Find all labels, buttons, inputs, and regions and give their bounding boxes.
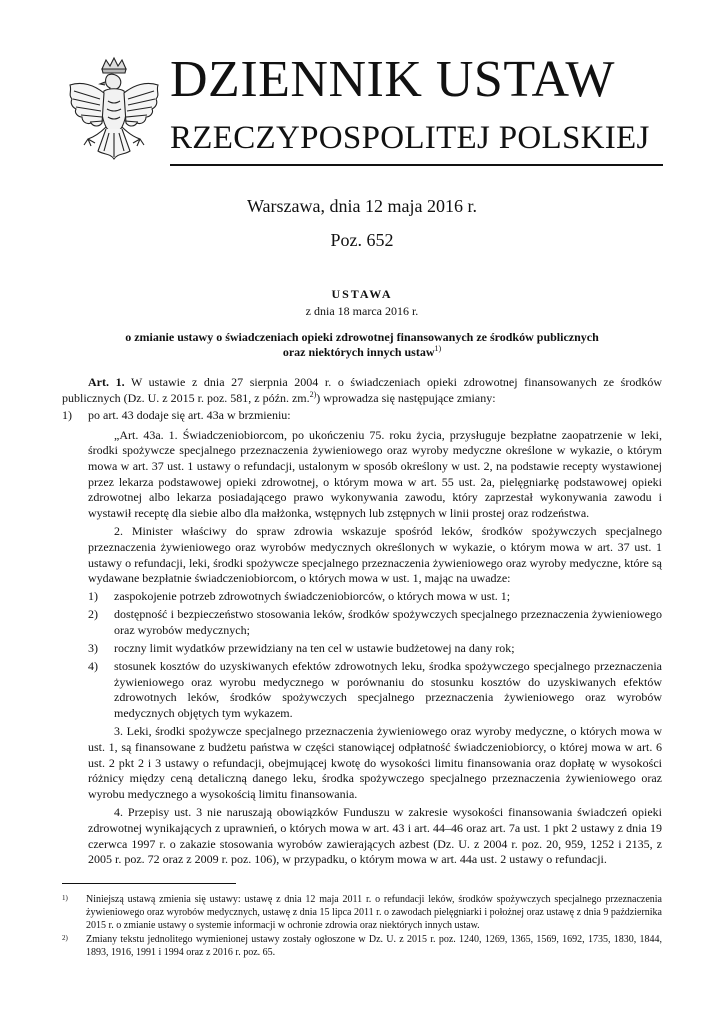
- eagle-emblem-icon: [64, 55, 164, 177]
- act-type: USTAWA: [331, 287, 393, 301]
- article-1-footnote-ref: 2): [309, 389, 317, 399]
- quoted-article-43a: [62, 428, 662, 868]
- article-1-intro: [62, 375, 662, 406]
- footnote-item: [62, 893, 662, 932]
- act-title-footnote-ref: 1): [434, 344, 442, 353]
- criteria-number: 4): [88, 659, 98, 674]
- masthead-divider: [170, 164, 663, 166]
- article-1-intro-text: W ustawie z dnia 27 sierpnia 2004 r. o świadczeniach opieki zdrowotnej finansowanych ze środków publicznych (Dz. U. z 2015 r. poz. 581, z późn. zm.: [62, 375, 662, 405]
- footnote-mark: 1): [62, 894, 68, 902]
- quoted-ust-3: 3. Leki, środki spożywcze specjalnego przeznaczenia żywieniowego oraz wyroby medyczne, o których mowa w ust. 1, są finansowane z budżetu państwa w części stanowiącej odpłatność świadczeniobiorcy, o której mowa w art. 6 ust. 2 pkt 2 i 3 ustawy o refundacji, obejmującej kwotę do wysokości limitu finansowania oraz dopłatę w wysokości różnicy między ceną detaliczną danego leku, środka spożywczego specjalnego przeznaczenia żywieniowego oraz wyrobu medycznego a wysokością limitu finansowania.: [88, 724, 662, 801]
- criteria-item: [88, 589, 662, 605]
- quoted-ust-4: 4. Przepisy ust. 3 nie naruszają obowiązków Funduszu w zakresie wysokości finansowania świadczeń opieki zdrowotnej wynikających z uprawnień, o których mowa w art. 43 i art. 44–46 oraz art. 7a ust. 1 pkt 2 ustawy z dnia 19 czerwca 1997 r. o zakazie stosowania wyrobów zawierających azbest (Dz. U. z 2004 r. poz. 20, 959, 1252 i 2135, z 2005 r. poz. 72 oraz z 2009 r. poz. 106), w przypadku, o którym mowa w art. 44a ust. 2 ustawy o refundacji.: [88, 805, 662, 867]
- act-body: [62, 375, 662, 868]
- criteria-text: stosunek kosztów do uzyskiwanych efektów zdrowotnych leku, środka spożywczego specjalnego przeznaczenia żywieniowego oraz wyrobu medycznego w porównaniu do stosunku kosztów do uzyskiwanych efektów zdrowotnych leków, środków spożywczych specjalnego przeznaczenia żywieniowego oraz wyrobów medycznych objętych tym wykazem.: [114, 659, 662, 720]
- masthead-title: DZIENNIK USTAW: [170, 51, 615, 108]
- criteria-list: [88, 589, 662, 721]
- issue-position: Poz. 652: [330, 230, 394, 250]
- footnote-item: [62, 933, 662, 959]
- quoted-ust-2: 2. Minister właściwy do spraw zdrowia wskazuje spośród leków, środków spożywczych specjalnego przeznaczenia żywieniowego oraz wyrobów medycznych określonych w wykazie, o którym mowa w art. 37 ust. 1 ustawy o refundacji, leki, środki spożywcze specjalnego przeznaczenia żywieniowego oraz wyroby medyczne, które są wydawane bezpłatnie świadczeniobiorcom, o których mowa w ust. 1, mając na uwadze:: [88, 524, 662, 586]
- act-title-line2: [80, 345, 644, 360]
- criteria-text: zaspokojenie potrzeb zdrowotnych świadczeniobiorców, o których mowa w ust. 1;: [114, 589, 511, 604]
- footnote-divider: [62, 883, 236, 884]
- article-1-intro-text-end: ) wprowadza się następujące zmiany:: [316, 390, 496, 405]
- act-title: [80, 330, 644, 360]
- change-number: 1): [62, 408, 72, 423]
- criteria-number: 1): [88, 589, 98, 604]
- issue-date-line: Warszawa, dnia 12 maja 2016 r.: [247, 196, 477, 216]
- masthead-subtitle: RZECZYPOSPOLITEJ POLSKIEJ: [170, 120, 650, 156]
- criteria-item: [88, 659, 662, 721]
- footnote-mark: 2): [62, 934, 68, 942]
- change-text: po art. 43 dodaje się art. 43a w brzmieniu:: [88, 408, 291, 423]
- act-title-line2-text: oraz niektórych innych ustaw: [282, 345, 435, 359]
- article-1-label: Art. 1.: [88, 375, 125, 389]
- quoted-ust-1: „Art. 43a. 1. Świadczeniobiorcom, po ukończeniu 75. roku życia, przysługuje bezpłatne zaopatrzenie w leki, środki spożywcze specjalnego przeznaczenia żywieniowego oraz wyroby medyczne określone w wykazie, o którym mowa w art. 37 ust. 1 ustawy o refundacji, ustalonym w sposób określony w ust. 2, na podstawie recepty wystawionej przez lekarza podstawowej opieki zdrowotnej, o którym mowa w art. 55 ust. 2a, pielęgniarkę podstawowej opieki zdrowotnej albo lekarza posiadającego prawo wykonywania zawodu, który zaprzestał wykonywania zawodu i wystawił receptę dla siebie albo dla małżonka, wstępnych lub zstępnych w linii prostej oraz rodzeństwa.: [88, 427, 662, 520]
- act-title-line1: o zmianie ustawy o świadczeniach opieki zdrowotnej finansowanych ze środków publicznych: [125, 330, 599, 344]
- criteria-number: 3): [88, 641, 98, 655]
- criteria-text: roczny limit wydatków przewidziany na ten cel w ustawie budżetowej na dany rok;: [114, 641, 515, 655]
- footnote-text: Niniejszą ustawą zmienia się ustawy: ustawę z dnia 12 maja 2011 r. o refundacji leków, środków spożywczych specjalnego przeznaczenia żywieniowego oraz wyrobów medycznych, ustawę z dnia 15 lipca 2011 r. o zawodach pielęgniarki i położnej oraz ustawę z dnia 9 października 2015 r. o zmianie ustawy o systemie informacji w ochronie zdrowia oraz niektórych innych ustaw.: [86, 894, 662, 931]
- criteria-item: [88, 641, 662, 657]
- act-date: z dnia 18 marca 2016 r.: [305, 304, 419, 318]
- footnotes: [62, 893, 662, 960]
- criteria-number: 2): [88, 607, 98, 622]
- footnote-text: Zmiany tekstu jednolitego wymienionej ustawy zostały ogłoszone w Dz. U. z 2015 r. poz. 1240, 1269, 1365, 1569, 1692, 1735, 1830, 1844, 1893, 1916, 1991 i 1994 oraz z 2016 r. poz. 65.: [86, 934, 662, 958]
- criteria-text: dostępność i bezpieczeństwo stosowania leków, środków spożywczych specjalnego przeznaczenia żywieniowego oraz wyrobów medycznych;: [114, 607, 662, 637]
- change-item: [62, 408, 662, 424]
- criteria-item: [88, 607, 662, 638]
